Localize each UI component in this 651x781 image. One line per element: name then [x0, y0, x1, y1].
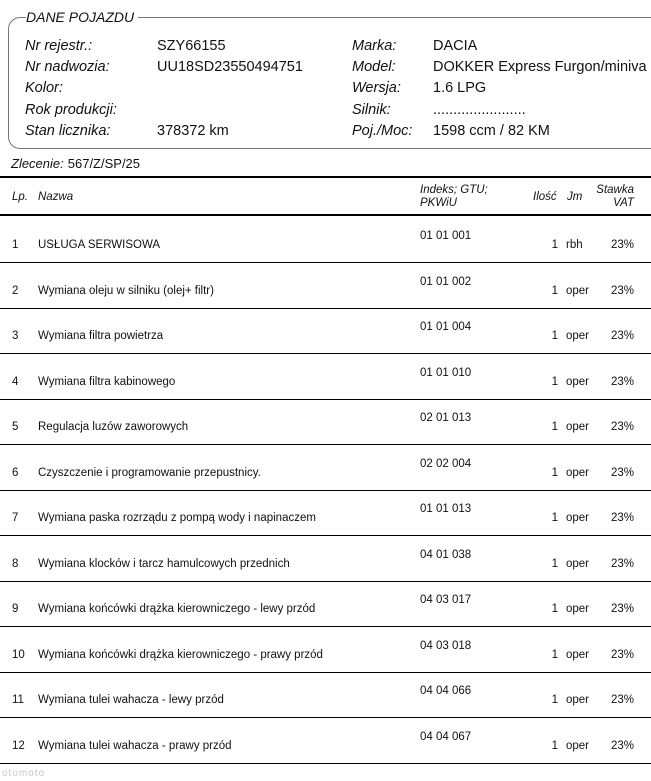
engine-value: .......................: [433, 102, 526, 118]
make-label: Marka:: [352, 38, 397, 54]
row-qty: 1: [551, 466, 558, 479]
row-unit: oper: [566, 739, 590, 752]
row-vat: 23%: [610, 466, 634, 479]
row-vat: 23%: [610, 284, 634, 297]
order-value: 567/Z/SP/25: [67, 156, 141, 171]
row-name: Wymiana tulei wahacza - lewy przód: [38, 694, 224, 706]
row-vat: 23%: [610, 739, 634, 752]
row-name: Wymiana końcówki drążka kierowniczego - prawy przód: [38, 648, 323, 661]
row-lp: 3: [12, 330, 19, 342]
table-row: [0, 398, 651, 445]
header-index-line1: Indeks; GTU;: [420, 184, 488, 196]
row-unit: oper: [566, 557, 590, 570]
row-vat: 23%: [610, 603, 634, 615]
row-vat: 23%: [610, 330, 634, 342]
watermark: otomoto: [2, 768, 46, 779]
row-index: 04 01 038: [420, 548, 472, 561]
row-qty: 1: [551, 330, 558, 342]
table-row: [0, 307, 651, 354]
row-name: Regulacja luzów zaworowych: [38, 421, 189, 433]
row-index: 01 01 002: [420, 275, 472, 288]
row-unit: oper: [566, 284, 590, 297]
row-qty: 1: [551, 557, 558, 570]
header-vat-line2: VAT: [613, 197, 634, 209]
order-label: Zlecenie:: [11, 156, 64, 171]
mileage-value: 378372 km: [157, 123, 229, 139]
row-unit: oper: [566, 603, 590, 615]
row-index: 04 04 066: [420, 685, 472, 697]
row-name: Wymiana oleju w silniku (olej+ filtr): [38, 284, 214, 297]
row-index: 04 03 018: [420, 639, 472, 652]
row-qty: 1: [551, 739, 558, 752]
row-lp: 9: [12, 603, 19, 615]
row-name: Wymiana filtra kabinowego: [38, 375, 176, 388]
table-row: [0, 671, 651, 718]
row-lp: 10: [12, 648, 25, 661]
row-qty: 1: [551, 284, 558, 297]
row-lp: 12: [12, 739, 25, 752]
row-index: 01 01 010: [420, 366, 472, 379]
row-lp: 2: [12, 284, 19, 297]
engine-label: Silnik:: [352, 102, 391, 118]
row-lp: 6: [12, 466, 19, 479]
row-qty: 1: [551, 512, 558, 524]
row-lp: 7: [12, 512, 19, 524]
row-index: 04 03 017: [420, 594, 472, 606]
row-index: 02 01 013: [420, 412, 472, 424]
vin-value: UU18SD23550494751: [157, 59, 303, 75]
vin-label: Nr nadwozia:: [25, 59, 110, 75]
row-unit: oper: [566, 375, 590, 388]
row-unit: oper: [566, 512, 590, 524]
row-unit: oper: [566, 421, 590, 433]
reg-number-value: SZY66155: [157, 38, 226, 54]
row-index: 01 01 001: [420, 230, 472, 242]
color-label: Kolor:: [25, 80, 63, 96]
version-label: Wersja:: [352, 80, 401, 96]
table-row: [0, 353, 651, 400]
row-qty: 1: [551, 694, 558, 706]
table-row: [0, 489, 651, 536]
row-unit: oper: [566, 648, 590, 661]
row-name: Czyszczenie i programowanie przepustnicy.: [38, 466, 261, 479]
row-vat: 23%: [610, 375, 634, 388]
version-value: 1.6 LPG: [433, 80, 487, 96]
row-vat: 23%: [610, 421, 634, 433]
row-name: Wymiana końcówki drążka kierowniczego - lewy przód: [38, 603, 316, 615]
row-index: 02 02 004: [420, 457, 472, 470]
row-vat: 23%: [610, 648, 634, 661]
row-qty: 1: [551, 239, 558, 251]
row-lp: 1: [12, 239, 19, 251]
header-index-line2: PKWiU: [420, 197, 457, 209]
table-row: [0, 580, 651, 627]
table-row: [0, 262, 651, 309]
model-label: Model:: [352, 59, 396, 75]
row-vat: 23%: [610, 694, 634, 706]
make-value: DACIA: [433, 38, 478, 54]
table-row: [0, 216, 651, 263]
row-vat: 23%: [610, 239, 634, 251]
row-lp: 11: [12, 694, 24, 706]
row-unit: oper: [566, 694, 590, 706]
row-qty: 1: [551, 375, 558, 388]
row-vat: 23%: [610, 557, 634, 570]
row-lp: 4: [12, 375, 19, 388]
row-name: Wymiana klocków i tarcz hamulcowych przednich: [38, 557, 290, 570]
row-qty: 1: [551, 421, 558, 433]
row-index: 01 01 013: [420, 503, 472, 515]
table-row: [0, 717, 651, 764]
row-unit: oper: [566, 466, 590, 479]
header-qty: Ilość: [533, 191, 557, 203]
row-lp: 8: [12, 557, 19, 570]
header-name: Nazwa: [38, 191, 74, 203]
table-row: [0, 444, 651, 491]
mileage-label: Stan licznika:: [25, 123, 111, 139]
table-row: [0, 535, 651, 582]
header-unit: Jm: [567, 191, 583, 203]
row-vat: 23%: [610, 512, 634, 524]
header-index: [420, 184, 488, 210]
row-qty: 1: [551, 603, 558, 615]
row-qty: 1: [551, 648, 558, 661]
production-year-label: Rok produkcji:: [25, 102, 117, 118]
table-top-rule: [0, 176, 651, 178]
model-value: DOKKER Express Furgon/miniva: [433, 59, 647, 75]
row-name: Wymiana paska rozrządu z pompą wody i napinaczem: [38, 512, 316, 524]
order-number: [11, 156, 140, 171]
row-lp: 5: [12, 421, 19, 433]
row-unit: oper: [566, 330, 590, 342]
row-name: USŁUGA SERWISOWA: [38, 239, 161, 251]
header-vat: [594, 184, 634, 210]
vehicle-box-title: DANE POJAZDU: [26, 9, 138, 25]
header-vat-line1: Stawka: [596, 184, 634, 196]
capacity-power-label: Poj./Moc:: [352, 123, 413, 139]
row-name: Wymiana tulei wahacza - prawy przód: [38, 739, 232, 752]
row-name: Wymiana filtra powietrza: [38, 330, 164, 342]
row-index: 01 01 004: [420, 321, 472, 333]
row-index: 04 04 067: [420, 730, 472, 743]
table-row: [0, 626, 651, 673]
reg-number-label: Nr rejestr.:: [25, 38, 93, 54]
row-unit: rbh: [566, 239, 583, 251]
capacity-power-value: 1598 ccm / 82 KM: [433, 123, 550, 139]
header-lp: Lp.: [12, 191, 28, 203]
